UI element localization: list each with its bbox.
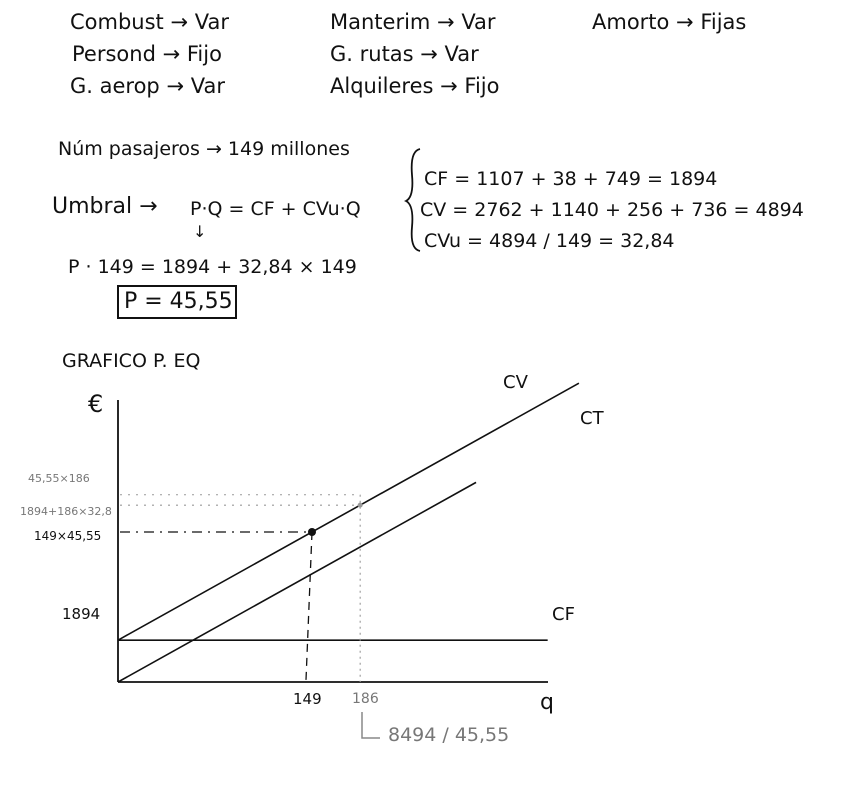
- guide-vertical-149: [306, 532, 312, 680]
- note-amort: Amorto → Fijas: [592, 10, 747, 34]
- note-manten: Manterim → Var: [330, 10, 496, 34]
- annotation-arrow-icon: [362, 712, 380, 738]
- note-pasajeros: Núm pasajeros → 149 millones: [58, 138, 350, 160]
- note-rutas: G. rutas → Var: [330, 42, 479, 66]
- x-tick-label-149: 149: [293, 690, 322, 708]
- y-tick-label-4: 1894: [62, 605, 101, 623]
- note-alquiler: Alquileres → Fijo: [330, 74, 500, 98]
- y-tick-label-2: 1894+186×32,8: [20, 505, 112, 518]
- eq-cvu: CVu = 4894 / 149 = 32,84: [424, 230, 675, 252]
- series-line-ct: [118, 383, 579, 640]
- note-aerop: G. aerop → Var: [70, 74, 225, 98]
- series-label-ct: CT: [580, 408, 604, 429]
- note-umbral-formula: P·Q = CF + CVu·Q: [190, 198, 361, 220]
- y-axis-label: €: [88, 390, 104, 418]
- series-label-cv: CV: [503, 372, 528, 393]
- x-axis-label: q: [540, 690, 554, 715]
- eq-cv: CV = 2762 + 1140 + 256 + 736 = 4894: [420, 199, 804, 221]
- chart-title: GRAFICO P. EQ: [62, 350, 201, 372]
- note-personal: Persond → Fijo: [72, 42, 222, 66]
- note-combust: Combust → Var: [70, 10, 229, 34]
- eq-cf: CF = 1107 + 38 + 749 = 1894: [424, 168, 718, 190]
- chart-annotation: 8494 / 45,55: [388, 724, 510, 746]
- p-result: P = 45,55: [124, 289, 233, 314]
- x-tick-label-186: 186: [352, 691, 379, 707]
- y-tick-label-1: 45,55×186: [28, 472, 90, 485]
- note-umbral-label: Umbral →: [52, 194, 158, 219]
- point-ct-186: [358, 503, 363, 508]
- series-line-cv: [118, 482, 476, 682]
- y-tick-label-3: 149×45,55: [34, 529, 102, 543]
- p-equation: P · 149 = 1894 + 32,84 × 149: [68, 256, 357, 278]
- down-arrow-icon: ↓: [193, 222, 207, 241]
- series-label-cf: CF: [552, 604, 575, 625]
